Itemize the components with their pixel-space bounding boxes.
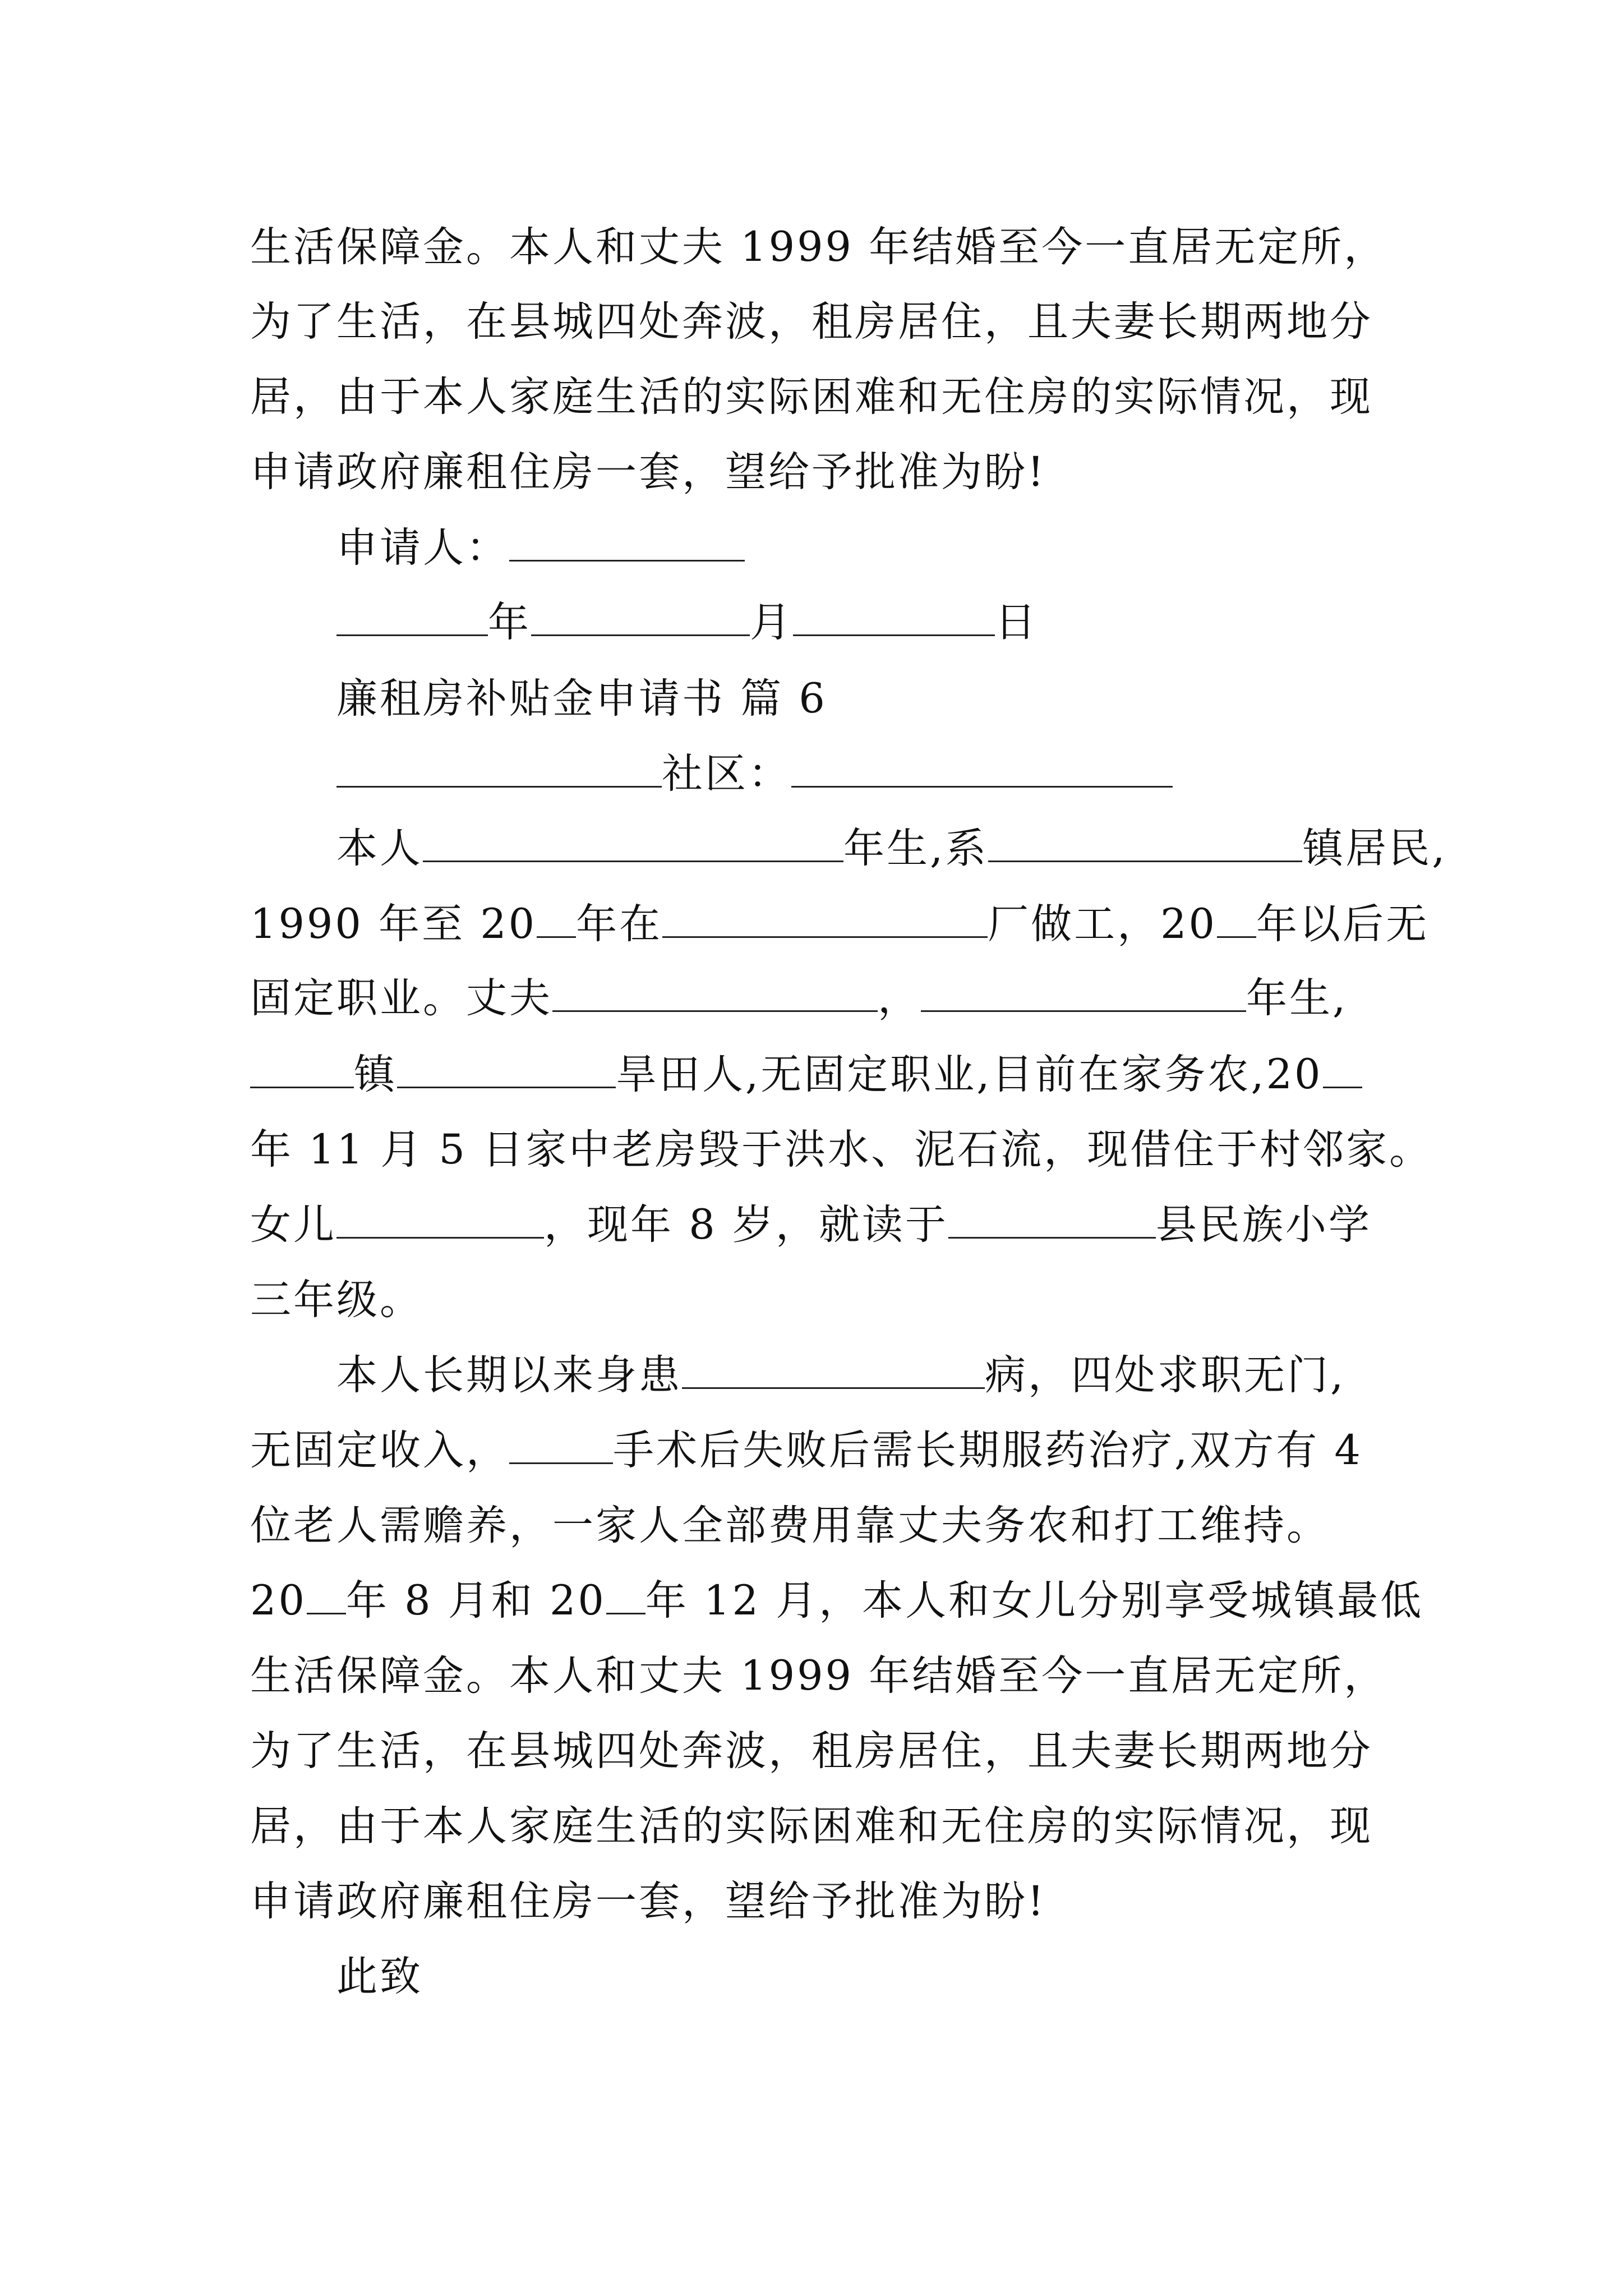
community-line <box>336 746 1173 802</box>
blank-underline <box>336 600 488 636</box>
paragraph-line: 三年级。 <box>250 1276 423 1324</box>
blank-underline <box>1323 1052 1362 1088</box>
paragraph-line: 申请政府廉租住房一套，望给予批准为盼! <box>250 1878 1046 1925</box>
paragraph-line: 为了生活，在县城四处奔波，租房居住，且夫妻长期两地分 <box>250 1727 1373 1775</box>
blank-underline <box>662 901 988 938</box>
text-run: 1990 年至 20 <box>250 900 537 948</box>
closing-text: 此致 <box>336 1953 423 2000</box>
blank-underline <box>397 1052 616 1088</box>
applicant-label: 申请人： <box>336 524 509 572</box>
paragraph-line <box>250 1047 1362 1103</box>
paragraph-line: 生活保障金。本人和丈夫 1999 年结婚至今一直居无定所， <box>250 1652 1387 1700</box>
blank-underline <box>423 826 843 862</box>
blank-underline <box>948 1202 1156 1239</box>
paragraph-line: 为了生活，在县城四处奔波，租房居住，且夫妻长期两地分 <box>250 298 1373 346</box>
text-run: 厂做工，20 <box>988 900 1217 948</box>
community-label: 社区： <box>662 750 791 798</box>
blank-underline <box>682 1352 985 1389</box>
section-title: 廉租房补贴金申请书 篇 6 <box>336 675 827 723</box>
text-run: 旱田人,无固定职业,目前在家务农,20 <box>616 1051 1323 1098</box>
paragraph-line: 生活保障金。本人和丈夫 1999 年结婚至今一直居无定所， <box>250 223 1387 271</box>
year-label: 年 <box>488 599 531 646</box>
text-run: ， <box>878 974 921 1022</box>
text-run: 年生, <box>1246 974 1348 1022</box>
text-run: 年生,系 <box>843 825 989 872</box>
paragraph-line: 申请政府廉租住房一套，望给予批准为盼! <box>250 448 1046 496</box>
text-run: 病，四处求职无门, <box>985 1351 1346 1399</box>
blank-underline <box>791 751 1173 788</box>
blank-underline <box>336 1202 544 1239</box>
blank-underline <box>250 1052 354 1088</box>
text-run: 年 8 月和 20 <box>345 1577 606 1625</box>
paragraph-line: 居，由于本人家庭生活的实际困难和无住房的实际情况，现 <box>250 373 1373 421</box>
text-run: 本人长期以来身患 <box>336 1351 682 1399</box>
paragraph-line <box>250 1197 1372 1253</box>
text-run: 镇 <box>354 1051 397 1098</box>
text-run: 无固定收入， <box>250 1427 509 1474</box>
text-run: 年在 <box>576 900 663 948</box>
paragraph-line <box>336 821 1447 877</box>
paragraph-line <box>250 896 1429 953</box>
paragraph-line <box>250 970 1348 1027</box>
text-run: ，现年 8 岁，就读于 <box>544 1201 948 1249</box>
paragraph-line <box>250 1573 1423 1629</box>
text-run: 固定职业。丈夫 <box>250 974 552 1022</box>
blank-underline <box>531 600 750 636</box>
applicant-line <box>336 520 745 576</box>
text-run: 手术后失败后需长期服药治疗,双方有 4 <box>613 1427 1363 1474</box>
text-run: 20 <box>250 1577 307 1625</box>
text-run: 女儿 <box>250 1201 336 1249</box>
blank-underline <box>921 976 1246 1012</box>
day-label: 日 <box>995 599 1038 646</box>
date-line <box>336 595 1038 651</box>
blank-underline <box>307 1578 346 1614</box>
paragraph-line <box>250 1423 1363 1479</box>
text-run: 年以后无 <box>1256 900 1429 948</box>
blank-underline <box>509 1428 613 1464</box>
blank-underline <box>1217 901 1256 938</box>
blank-underline <box>552 976 878 1012</box>
blank-underline <box>988 826 1302 862</box>
text-run: 年 12 月，本人和女儿分别享受城镇最低 <box>645 1577 1424 1625</box>
text-run: 本人 <box>336 825 423 872</box>
blank-underline <box>537 901 576 938</box>
text-run: 县民族小学 <box>1155 1201 1372 1249</box>
paragraph-line: 居，由于本人家庭生活的实际困难和无住房的实际情况，现 <box>250 1802 1373 1850</box>
paragraph-line <box>336 1347 1345 1404</box>
blank-underline <box>509 525 745 562</box>
paragraph-line: 位老人需赡养，一家人全部费用靠丈夫务农和打工维持。 <box>250 1502 1330 1549</box>
blank-underline <box>793 600 995 636</box>
paragraph-line: 年 11 月 5 日家中老房毁于洪水、泥石流，现借住于村邻家。 <box>250 1126 1433 1174</box>
month-label: 月 <box>750 599 793 646</box>
blank-underline <box>336 751 662 788</box>
text-run: 镇居民, <box>1302 825 1447 872</box>
blank-underline <box>606 1578 645 1614</box>
